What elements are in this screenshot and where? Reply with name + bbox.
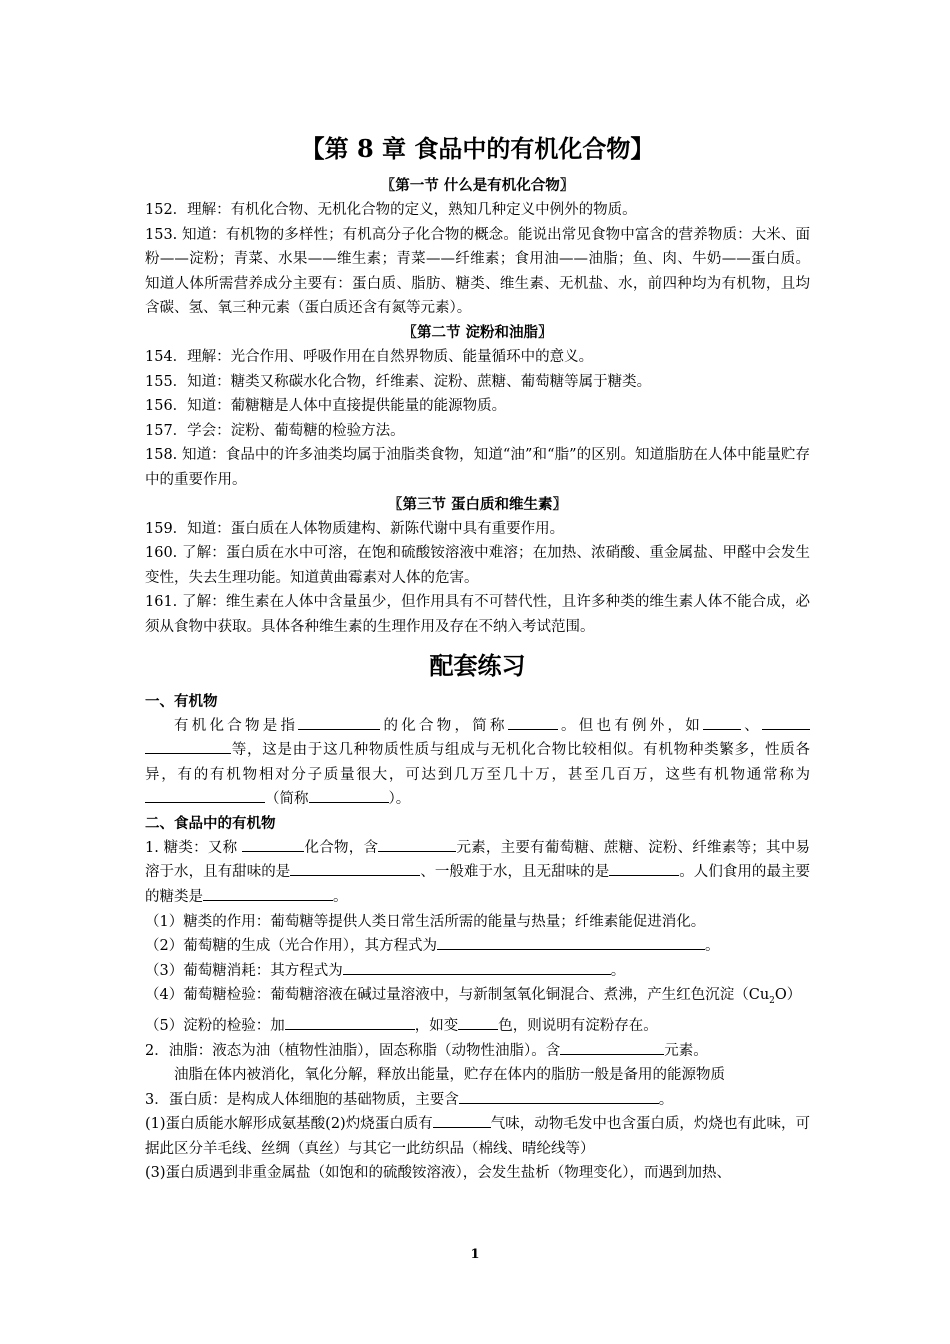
protein-paragraph: 3．蛋白质：是构成人体细胞的基础物质，主要含 。 (145, 1088, 810, 1113)
chapter-title: 【第 8 章 食品中的有机化合物】 (300, 134, 655, 163)
fill-blank[interactable] (343, 960, 611, 975)
fill-blank[interactable] (560, 1040, 664, 1055)
sugar-paragraph: 1. 糖类：又称 化合物，含 元素，主要有葡萄糖、蔗糖、淀粉、纤维素等；其中易溶于水，且有甜味的是 、一般难于水，且无甜味的是 。人们食用的最主要的糖类是 。 (145, 836, 810, 910)
section-heading: 〖第一节 什么是有机化合物〗 (380, 177, 575, 194)
protein-point: (1)蛋白质能水解形成氨基酸(2)灼烧蛋白质有 气味，动物毛发中也含蛋白质，灼烧也有此味，可据此区分羊毛线、丝绸（真丝）与其它一此纺织品（棉线、晴纶线等） (145, 1112, 810, 1161)
section-heading: 〖第二节 淀粉和油脂〗 (402, 323, 553, 341)
fill-blank[interactable] (145, 788, 265, 803)
objective-item: 154．理解：光合作用、呼吸作用在自然界物质、能量循环中的意义。 (145, 348, 594, 365)
fill-blank[interactable] (285, 1015, 415, 1030)
fill-blank[interactable] (609, 861, 679, 876)
protein-point: (3)蛋白质遇到非重金属盐（如饱和的硫酸铵溶液），会发生盐析（物理变化），而遇到加热、 (145, 1165, 732, 1182)
fill-blank[interactable] (508, 715, 558, 730)
fill-blank[interactable] (762, 715, 810, 730)
sugar-point: （2）葡萄糖的生成（光合作用），其方程式为 。 (145, 934, 810, 959)
fill-blank[interactable] (433, 1113, 491, 1128)
objective-item: 161. 了解：维生素在人体中含量虽少，但作用具有不可替代性，且许多种类的维生素人体不能合成，必须从食物中获取。具体各种维生素的生理作用及存在不纳入考试范围。 (145, 594, 810, 635)
objective-item: 159．知道：蛋白质在人体物质建构、新陈代谢中具有重要作用。 (145, 520, 565, 537)
oil-paragraph: 油脂在体内被消化，氧化分解，释放出能量，贮存在体内的脂肪一般是备用的能源物质 (174, 1067, 725, 1084)
section-2 (145, 321, 810, 493)
sugar-point: （5）淀粉的检验：加 ，如变 色，则说明有淀粉存在。 (145, 1014, 810, 1039)
sugar-point: （1）糖类的作用：葡萄糖等提供人类日常生活所需的能量与热量；纤维素能促进消化。 (145, 913, 706, 930)
section-3 (145, 493, 810, 640)
objective-item: 153. 知道：有机物的多样性；有机高分子化合物的概念。能说出常见食物中富含的营养物质：大米、面粉——淀粉；青菜、水果——维生素；青菜——纤维素；食用油——油脂；鱼、肉、牛奶——蛋白质。知道人体所需营养成分主要有：蛋白质、脂肪、糖类、维生素、无机盐、水，前四种均为有机物，且均含碳、氢、氧三种元素（蛋白质还含有氮等元素）。 (145, 226, 810, 317)
fill-blank[interactable] (298, 715, 380, 730)
objective-item: 160. 了解：蛋白质在水中可溶，在饱和硫酸铵溶液中难溶；在加热、浓硝酸、重金属盐、甲醛中会发生变性，失去生理功能。知道黄曲霉素对人体的危害。 (145, 545, 810, 586)
page-content (145, 128, 810, 1186)
objective-item: 158. 知道：食品中的许多油类均属于油脂类食物，知道“油”和“脂”的区别。知道脂肪在人体中能量贮存中的重要作用。 (145, 447, 810, 488)
fill-blank[interactable] (703, 715, 741, 730)
fill-blank[interactable] (458, 1015, 498, 1030)
objective-item: 157．学会：淀粉、葡萄糖的检验方法。 (145, 422, 405, 439)
sugar-point: （3）葡萄糖消耗：其方程式为 。 (145, 959, 810, 984)
objective-item: 152．理解：有机化合物、无机化合物的定义，熟知几种定义中例外的物质。 (145, 202, 637, 218)
part-heading: 一、有机物 (145, 692, 218, 710)
page-number: 1 (470, 1247, 480, 1262)
section-1 (145, 174, 810, 321)
sugar-point: （4）葡萄糖检验：葡萄糖溶液在碱过量溶液中，与新制氢氧化铜混合、煮沸，产生红色沉淀$(Cu_2O)$ (145, 987, 802, 1007)
fill-blank[interactable] (459, 1089, 659, 1104)
fill-blank[interactable] (203, 886, 333, 901)
fill-blank[interactable] (145, 739, 231, 754)
fill-blank[interactable] (242, 837, 304, 852)
section-heading: 〖第三节 蛋白质和维生素〗 (387, 495, 568, 513)
objective-item: 156．知道：葡糖糖是人体中直接提供能量的能源物质。 (145, 398, 507, 415)
fill-blank[interactable] (309, 788, 389, 803)
part-heading: 二、食品中的有机物 (145, 814, 276, 832)
organic-definition-paragraph: 有机化合物是指 的化合物，简称 。但也有例外，如 、 等，这是由于这几种物质性质与组成与无机化合物比较相似。有机物种类繁多，性质各异，有的有机物相对分子质量很大，可达到几万至几十万，甚至几百万，这些有机物通常称为（简称 ）。 (145, 714, 810, 812)
fill-blank[interactable] (378, 837, 456, 852)
fill-blank[interactable] (290, 861, 420, 876)
practice-title: 配套练习 (429, 650, 526, 680)
objective-item: 155．知道：糖类又称碳水化合物，纤维素、淀粉、蔗糖、葡萄糖等属于糖类。 (145, 373, 652, 390)
oil-paragraph: 2．油脂：液态为油（植物性油脂），固态称脂（动物性油脂）。含 元素。 (145, 1039, 810, 1064)
fill-blank[interactable] (437, 935, 705, 950)
